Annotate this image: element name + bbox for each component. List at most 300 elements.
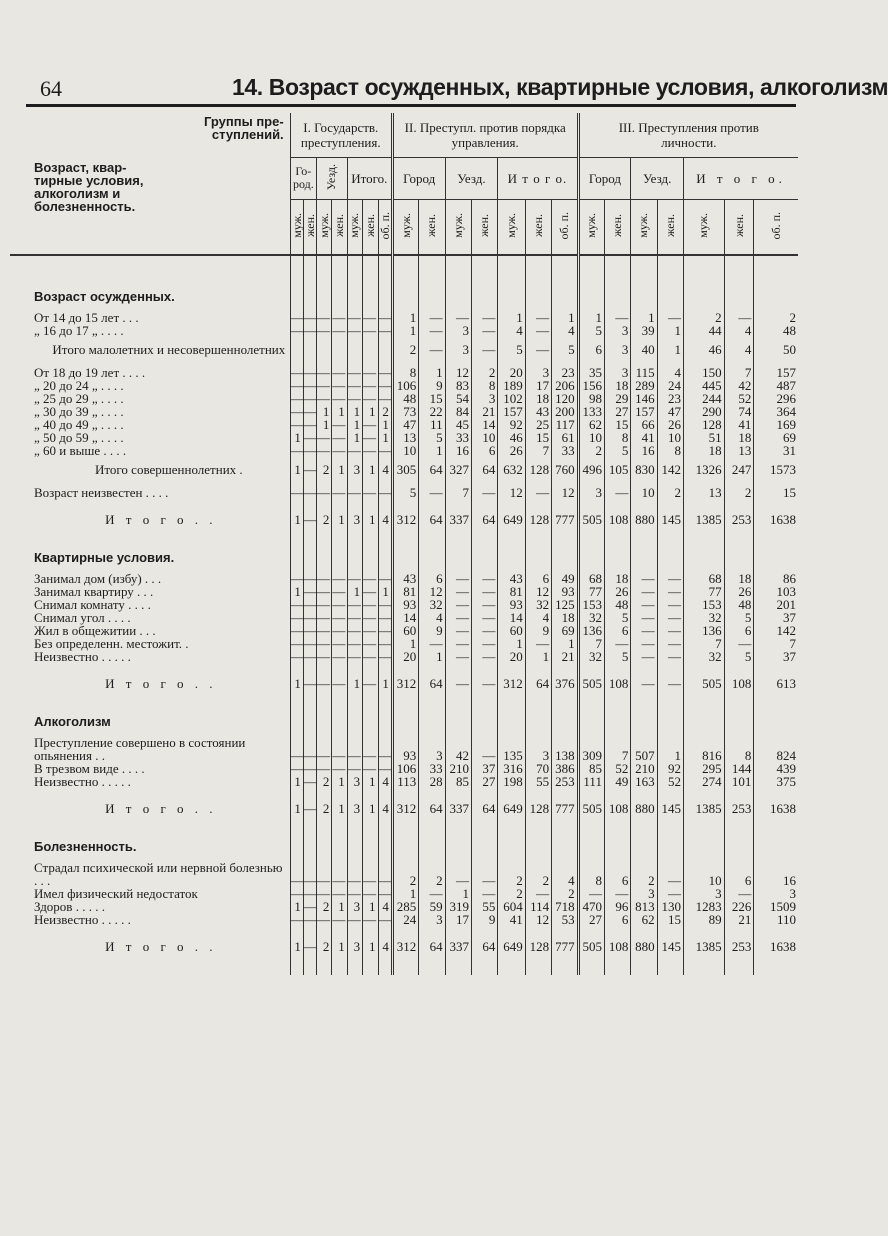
cell: 1638 [754, 940, 798, 953]
cell: 5 [552, 343, 578, 356]
table-row [10, 486, 798, 499]
cell: — [290, 323, 304, 338]
cell: 1 [445, 887, 471, 900]
cell: — [290, 391, 304, 406]
cell: 1 [392, 311, 418, 324]
cell: 4 [419, 611, 445, 624]
cell: 507 [631, 736, 657, 762]
cell: — [317, 649, 331, 664]
cell: 3 [604, 324, 630, 337]
cell: 1 [363, 405, 378, 418]
cell: — [657, 887, 683, 900]
section-title: Возраст осужденных. [34, 289, 175, 304]
cell: 206 [552, 379, 578, 392]
cell: 312 [392, 802, 418, 815]
leaf-header-0: муж. [290, 199, 303, 255]
cell: — [303, 861, 316, 887]
cell: 6 [604, 861, 630, 887]
cell: 33 [445, 431, 471, 444]
cell: 4 [724, 343, 754, 356]
cell: 2 [471, 366, 497, 379]
cell: 1 [392, 887, 418, 900]
cell: 12 [552, 486, 578, 499]
cell: — [290, 636, 304, 651]
cell: 9 [525, 624, 551, 637]
cell: 96 [604, 900, 630, 913]
cell: 15 [525, 431, 551, 444]
cell: 253 [724, 802, 754, 815]
total-row [10, 940, 798, 953]
row-label: Занимал дом (избу) . . . [34, 571, 162, 586]
cell: — [471, 861, 497, 887]
cell: 26 [498, 444, 525, 457]
row-label: Занимал квартиру . . . [34, 584, 154, 599]
cell: — [471, 637, 497, 650]
cell: 3 [419, 913, 445, 926]
cell: 1 [657, 343, 683, 356]
cell: 505 [578, 677, 604, 690]
cell: 5 [604, 444, 630, 457]
cell: 198 [498, 775, 525, 788]
cell: 3 [471, 392, 497, 405]
cell: 8 [578, 861, 604, 887]
cell: — [332, 861, 347, 887]
cell: 9 [419, 379, 445, 392]
cell: 85 [445, 775, 471, 788]
cell: 66 [631, 418, 657, 431]
cell: 48 [604, 598, 630, 611]
section-title: Квартирные условия. [34, 550, 175, 565]
cell: — [363, 584, 377, 599]
cell: 2 [498, 887, 525, 900]
cell: — [419, 343, 445, 356]
cell: 142 [754, 624, 798, 637]
cell: 2 [317, 775, 332, 788]
cell: 138 [552, 736, 578, 762]
cell: — [290, 623, 304, 638]
cell: — [347, 912, 361, 927]
cell: 777 [552, 513, 578, 526]
cell: — [303, 774, 317, 789]
cell: 5 [578, 324, 604, 337]
cell: 1 [657, 324, 683, 337]
row-label: И т о г о . . [105, 939, 217, 954]
cell: 108 [604, 513, 630, 526]
cell: 1 [332, 513, 347, 526]
cell: 157 [754, 366, 798, 379]
cell: 4 [378, 463, 392, 476]
total-row [10, 513, 798, 526]
cell: 2 [419, 861, 445, 887]
group-iii-header: III. Преступления против личности. [578, 113, 798, 157]
cell: 1385 [684, 802, 725, 815]
cell: — [303, 404, 317, 419]
cell: 92 [498, 418, 525, 431]
cell: 2 [631, 861, 657, 887]
cell: 44 [684, 324, 725, 337]
cell: 105 [604, 463, 630, 476]
cell: 760 [552, 463, 578, 476]
cell: — [378, 736, 392, 762]
cell: 1 [290, 463, 303, 476]
cell: — [317, 761, 331, 776]
cell: — [347, 861, 362, 887]
cell: 9 [419, 624, 445, 637]
cell: 3 [604, 366, 630, 379]
table-row [10, 736, 798, 762]
cell: 85 [578, 762, 604, 775]
cell: — [445, 677, 471, 690]
cell: 18 [684, 444, 725, 457]
table-row [10, 861, 798, 887]
cell: 115 [631, 366, 657, 379]
cell: — [378, 391, 392, 406]
cell: 880 [631, 940, 657, 953]
cell: — [525, 324, 551, 337]
cell: 111 [578, 775, 604, 788]
cell: 52 [724, 392, 754, 405]
group-i-city-header: Го-род. [290, 157, 316, 199]
cell: 253 [724, 940, 754, 953]
cell: 10 [578, 431, 604, 444]
cell: 7 [445, 486, 471, 499]
cell: 470 [578, 900, 604, 913]
cell: — [303, 899, 317, 914]
cell: 604 [498, 900, 525, 913]
cell: 28 [419, 775, 445, 788]
cell: — [317, 736, 332, 762]
row-label: Жил в общежитии . . . [34, 623, 156, 638]
cell: — [363, 430, 377, 445]
cell: — [332, 485, 346, 500]
row-label: От 14 до 15 лет . . . [34, 310, 139, 325]
section-title: Алкоголизм [34, 714, 111, 729]
cell: — [724, 311, 754, 324]
cell: 337 [445, 802, 471, 815]
cell: 128 [525, 463, 551, 476]
cell: — [303, 649, 317, 664]
cell [317, 343, 332, 356]
cell: 51 [684, 431, 725, 444]
row-label: „ 30 до 39 „ . . . . [34, 404, 124, 419]
cell: — [471, 572, 497, 585]
stub-header [10, 113, 290, 255]
cell: 64 [419, 677, 445, 690]
cell: 1283 [684, 900, 725, 913]
cell: 3 [631, 887, 657, 900]
cell: — [363, 323, 377, 338]
row-label: Снимал угол . . . . [34, 610, 131, 625]
cell: — [631, 650, 657, 663]
cell: — [303, 365, 317, 380]
cell: 1 [378, 677, 392, 690]
cell: — [471, 650, 497, 663]
cell: — [317, 912, 331, 927]
cell: — [347, 886, 361, 901]
cell: 93 [392, 598, 418, 611]
cell: — [471, 324, 497, 337]
cell: 7 [754, 637, 798, 650]
row-label: „ 50 до 59 „ . . . . [34, 430, 124, 445]
cell: — [378, 571, 392, 586]
leaf-header-17: жен. [657, 199, 683, 255]
cell: 108 [604, 677, 630, 690]
cell: 52 [604, 762, 630, 775]
cell: 62 [631, 913, 657, 926]
cell: 2 [657, 486, 683, 499]
cell: 2 [578, 444, 604, 457]
cell: 4 [552, 324, 578, 337]
cell: 309 [578, 736, 604, 762]
cell: — [290, 610, 304, 625]
cell: — [303, 939, 317, 954]
cell: — [303, 443, 317, 458]
cell: — [290, 404, 304, 419]
cell: — [525, 637, 551, 650]
row-label: И т о г о . . [105, 676, 217, 691]
cell: — [332, 571, 346, 586]
cell: 1 [392, 637, 418, 650]
cell: 11 [419, 418, 445, 431]
table-row [10, 324, 798, 337]
cell: 1573 [754, 463, 798, 476]
cell: 113 [392, 775, 418, 788]
cell: — [578, 887, 604, 900]
cell: — [303, 886, 317, 901]
table-row [10, 444, 798, 457]
cell: 81 [392, 585, 418, 598]
cell: 12 [498, 486, 525, 499]
cell: — [657, 637, 683, 650]
cell: 106 [392, 379, 418, 392]
cell: — [471, 585, 497, 598]
cell: — [363, 610, 377, 625]
cell: 18 [604, 379, 630, 392]
cell: 153 [684, 598, 725, 611]
cell: 3 [604, 343, 630, 356]
cell: 64 [471, 802, 497, 815]
cell: 6 [471, 444, 497, 457]
cell: 83 [445, 379, 471, 392]
cell: 337 [445, 513, 471, 526]
cell: 64 [419, 513, 445, 526]
cell: — [631, 585, 657, 598]
cell: 3 [754, 887, 798, 900]
cell: 48 [724, 598, 754, 611]
cell: — [332, 378, 346, 393]
cell: 64 [471, 940, 497, 953]
cell: 27 [578, 913, 604, 926]
cell: 6 [604, 624, 630, 637]
cell: 42 [724, 379, 754, 392]
cell: 3 [347, 463, 362, 476]
cell: 47 [392, 418, 418, 431]
leaf-header-6: об. п. [378, 199, 392, 255]
cell: 15 [419, 392, 445, 405]
cell: — [303, 597, 317, 612]
group-ii-header: II. Преступл. против порядка управления. [392, 113, 578, 157]
cell: 62 [578, 418, 604, 431]
cell: 20 [498, 650, 525, 663]
cell: 1 [378, 418, 392, 431]
leaf-header-18: муж. [684, 199, 725, 255]
cell: 20 [498, 366, 525, 379]
cell: — [378, 365, 392, 380]
cell: — [363, 310, 377, 325]
cell: — [604, 637, 630, 650]
page-title: 14. Возраст осужденных, квартирные условия, алкоголизм [232, 74, 888, 100]
cell: 25 [525, 418, 551, 431]
cell: 2 [378, 405, 392, 418]
cell: 4 [724, 324, 754, 337]
cell: — [525, 311, 551, 324]
cell: 8 [392, 366, 418, 379]
cell: 312 [392, 677, 418, 690]
cell: — [525, 486, 551, 499]
cell: 1 [378, 585, 392, 598]
cell: 3 [347, 513, 362, 526]
cell: 92 [657, 762, 683, 775]
leaf-header-1: жен. [303, 199, 316, 255]
table-row [10, 343, 798, 356]
cell: 1509 [754, 900, 798, 913]
cell: — [317, 310, 331, 325]
leaf-header-7: муж. [392, 199, 418, 255]
cell: — [347, 649, 361, 664]
cell: 103 [754, 585, 798, 598]
cell: — [631, 598, 657, 611]
cell: 43 [392, 572, 418, 585]
cell: — [604, 887, 630, 900]
cell: 17 [445, 913, 471, 926]
cell: 816 [684, 736, 725, 762]
cell: 1 [578, 311, 604, 324]
cell: 120 [552, 392, 578, 405]
cell: 880 [631, 513, 657, 526]
total-row [10, 802, 798, 815]
cell: — [363, 649, 377, 664]
cell: 41 [724, 418, 754, 431]
statistics-table [10, 113, 798, 975]
cell: 40 [631, 343, 657, 356]
cell [332, 343, 347, 356]
cell: — [332, 391, 346, 406]
page-number: 64 [40, 76, 62, 101]
cell: 3 [445, 324, 471, 337]
cell: 37 [754, 650, 798, 663]
cell: 23 [657, 392, 683, 405]
cell: 144 [724, 762, 754, 775]
cell: 649 [498, 513, 525, 526]
cell: 10 [657, 431, 683, 444]
cell: — [363, 886, 377, 901]
cell: — [332, 443, 346, 458]
cell: 1 [290, 677, 303, 690]
cell: — [303, 584, 317, 599]
cell: 16 [754, 861, 798, 887]
cell: — [332, 636, 346, 651]
leaf-header-16: муж. [631, 199, 657, 255]
cell: — [290, 571, 304, 586]
cell: 64 [471, 513, 497, 526]
cell: 1 [657, 736, 683, 762]
cell: 2 [317, 900, 332, 913]
cell: 21 [471, 405, 497, 418]
cell: 15 [604, 418, 630, 431]
cell: 54 [445, 392, 471, 405]
cell: 505 [684, 677, 725, 690]
cell: 2 [724, 486, 754, 499]
table-row [10, 775, 798, 788]
cell: 274 [684, 775, 725, 788]
cell: — [317, 886, 331, 901]
cell: 68 [578, 572, 604, 585]
cell: — [657, 861, 683, 887]
cell: 2 [392, 343, 418, 356]
row-label: Итого совершеннолетних . [95, 462, 243, 477]
cell: — [303, 323, 317, 338]
cell: — [631, 637, 657, 650]
cell: 2 [754, 311, 798, 324]
cell: 77 [684, 585, 725, 598]
cell: 24 [657, 379, 683, 392]
row-label: Имел физический недостаток [34, 886, 198, 901]
cell: — [378, 761, 392, 776]
cell: 2 [317, 513, 332, 526]
cell: 29 [604, 392, 630, 405]
cell: — [332, 584, 346, 599]
cell: 128 [525, 802, 551, 815]
cell: — [317, 430, 331, 445]
leaf-header-9: муж. [445, 199, 471, 255]
cell: 1 [363, 775, 378, 788]
cell: 125 [552, 598, 578, 611]
cell: — [303, 310, 317, 325]
cell: — [317, 597, 331, 612]
cell: 1 [332, 900, 347, 913]
cell: 4 [552, 861, 578, 887]
cell: — [332, 886, 346, 901]
cell: 1 [290, 940, 303, 953]
cell: 5 [392, 486, 418, 499]
cell: 32 [578, 611, 604, 624]
cell: — [332, 676, 346, 691]
group-ii-city-header: Город [392, 157, 445, 199]
cell: — [347, 443, 361, 458]
cell: — [317, 378, 331, 393]
cell: — [378, 323, 392, 338]
cell: — [445, 861, 471, 887]
row-label: „ 16 до 17 „ . . . . [34, 323, 124, 338]
cell: — [631, 611, 657, 624]
cell: — [419, 887, 445, 900]
row-label: И т о г о . . [105, 801, 217, 816]
cell: — [347, 378, 361, 393]
cell: 64 [419, 802, 445, 815]
cell: 12 [525, 585, 551, 598]
cell: 3 [525, 366, 551, 379]
cell: — [332, 365, 346, 380]
cell: — [303, 417, 317, 432]
cell: 3 [445, 343, 471, 356]
cell: 5 [419, 431, 445, 444]
cell: 1 [419, 366, 445, 379]
cell: — [332, 417, 346, 432]
cell: 50 [754, 343, 798, 356]
cell: — [657, 598, 683, 611]
cell: — [317, 610, 331, 625]
cell [290, 343, 303, 356]
